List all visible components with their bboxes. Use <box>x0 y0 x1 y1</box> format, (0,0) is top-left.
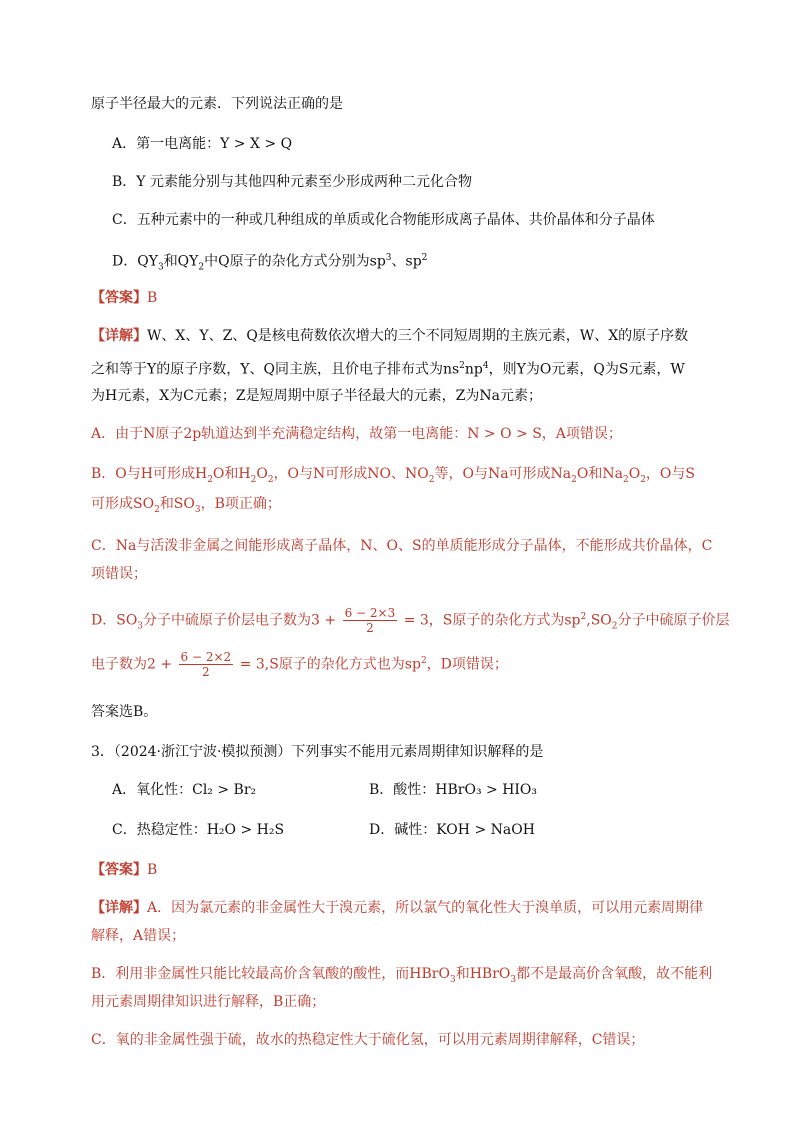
q3-detail-b-line-2: 用元素周期律知识进行解释，B正确； <box>91 994 326 1010</box>
analysis-d-line-1: D．$SO_3$分子中硫原子价层电子数为3 + $\frac{6 - 2\times 3}{2}$ = 3，S原子的杂化方式为$sp^2,SO_2$分子中硫原子价层 <box>91 606 730 635</box>
q3-detail-a-line-2: 解释，A错误； <box>91 928 186 944</box>
analysis-a: A．由于N原子2p轨道达到半充满稳定结构，故第一电离能：N > O > S，A项错误； <box>91 426 622 442</box>
fraction: $\frac{6 - 2\times 3}{2}$ <box>344 606 396 635</box>
option-b: B．Y 元素能分别与其他四种元素至少形成两种二元化合物 <box>112 174 472 190</box>
q3-detail-b-line-1: B．利用非金属性只能比较最高价含氧酸的酸性，而HBrO$_3$和HBrO$_3$都不是最高价含氧酸，故不能利 <box>91 966 713 985</box>
conclusion: 答案选B。 <box>91 704 158 720</box>
analysis-c-line-1: C．Na与活泼非金属之间能形成离子晶体，N、O、S的单质能形成分子晶体，不能形成共价晶体，C <box>91 538 713 554</box>
analysis-d-line-2: 电子数为2 + $\frac{6 - 2\times 2}{2}$ = 3,S原子的杂化方式也为$sp^2$，D项错误； <box>91 650 508 679</box>
option-c: C．五种元素中的一种或几种组成的单质或化合物能形成离子晶体、共价晶体和分子晶体 <box>112 212 655 228</box>
q3-option-a: A．氧化性：Cl₂ > Br₂ <box>112 782 257 798</box>
question-stem-tail: 原子半径最大的元素．下列说法正确的是 <box>91 96 343 112</box>
option-d: D．$QY_3$和$QY_2$中Q原子的杂化方式分别为$sp^3$、$sp^2$ <box>112 253 428 273</box>
q3-detail-c: C．氧的非金属性强于硫，故水的热稳定性大于硫化氢，可以用元素周期律解释，C错误； <box>91 1032 645 1048</box>
q3-option-b: B．酸性：HBrO₃ > HIO₃ <box>369 782 538 798</box>
q3-option-c: C．热稳定性：H₂O > H₂S <box>112 822 285 838</box>
q3-option-d: D．碱性：KOH > NaOH <box>369 822 535 838</box>
q3-answer-line: 【答案】B <box>91 862 158 878</box>
analysis-b-line-2: 可形成$SO_2$和$SO_3$，B项正确； <box>91 496 281 515</box>
question-3-stem: 3．（2024·浙江宁波·模拟预测）下列事实不能用元素周期律知识解释的是 <box>91 744 544 760</box>
fraction: $\frac{6 - 2\times 2}{2}$ <box>180 650 232 679</box>
detail-line-2: 之和等于Y的原子序数，Y、Q同主族，且价电子排布式为$ns^2np^4$，则Y为O元素，Q为S元素，W <box>91 361 685 378</box>
detail-line-3: 为H元素，X为C元素；Z是短周期中原子半径最大的元素，Z为Na元素； <box>91 388 542 404</box>
answer-line: 【答案】B <box>91 290 158 306</box>
option-a: A．第一电离能：Y > X > Q <box>112 136 293 152</box>
analysis-c-line-2: 项错误； <box>91 566 147 582</box>
analysis-b-line-1: B．O与H可形成$H_2O$和$H_2O_2$，O与N可形成NO、$NO_2$等，O与Na可形成$Na_2O$和$Na_2O_2$，O与S <box>91 466 695 485</box>
detail-line-1: 【详解】W、X、Y、Z、Q是核电荷数依次增大的三个不同短周期的主族元素，W、X的原子序数 <box>91 328 689 344</box>
q3-detail-a-line-1: 【详解】A．因为氯元素的非金属性大于溴元素，所以氯气的氧化性大于溴单质，可以用元素周期律 <box>91 900 704 916</box>
